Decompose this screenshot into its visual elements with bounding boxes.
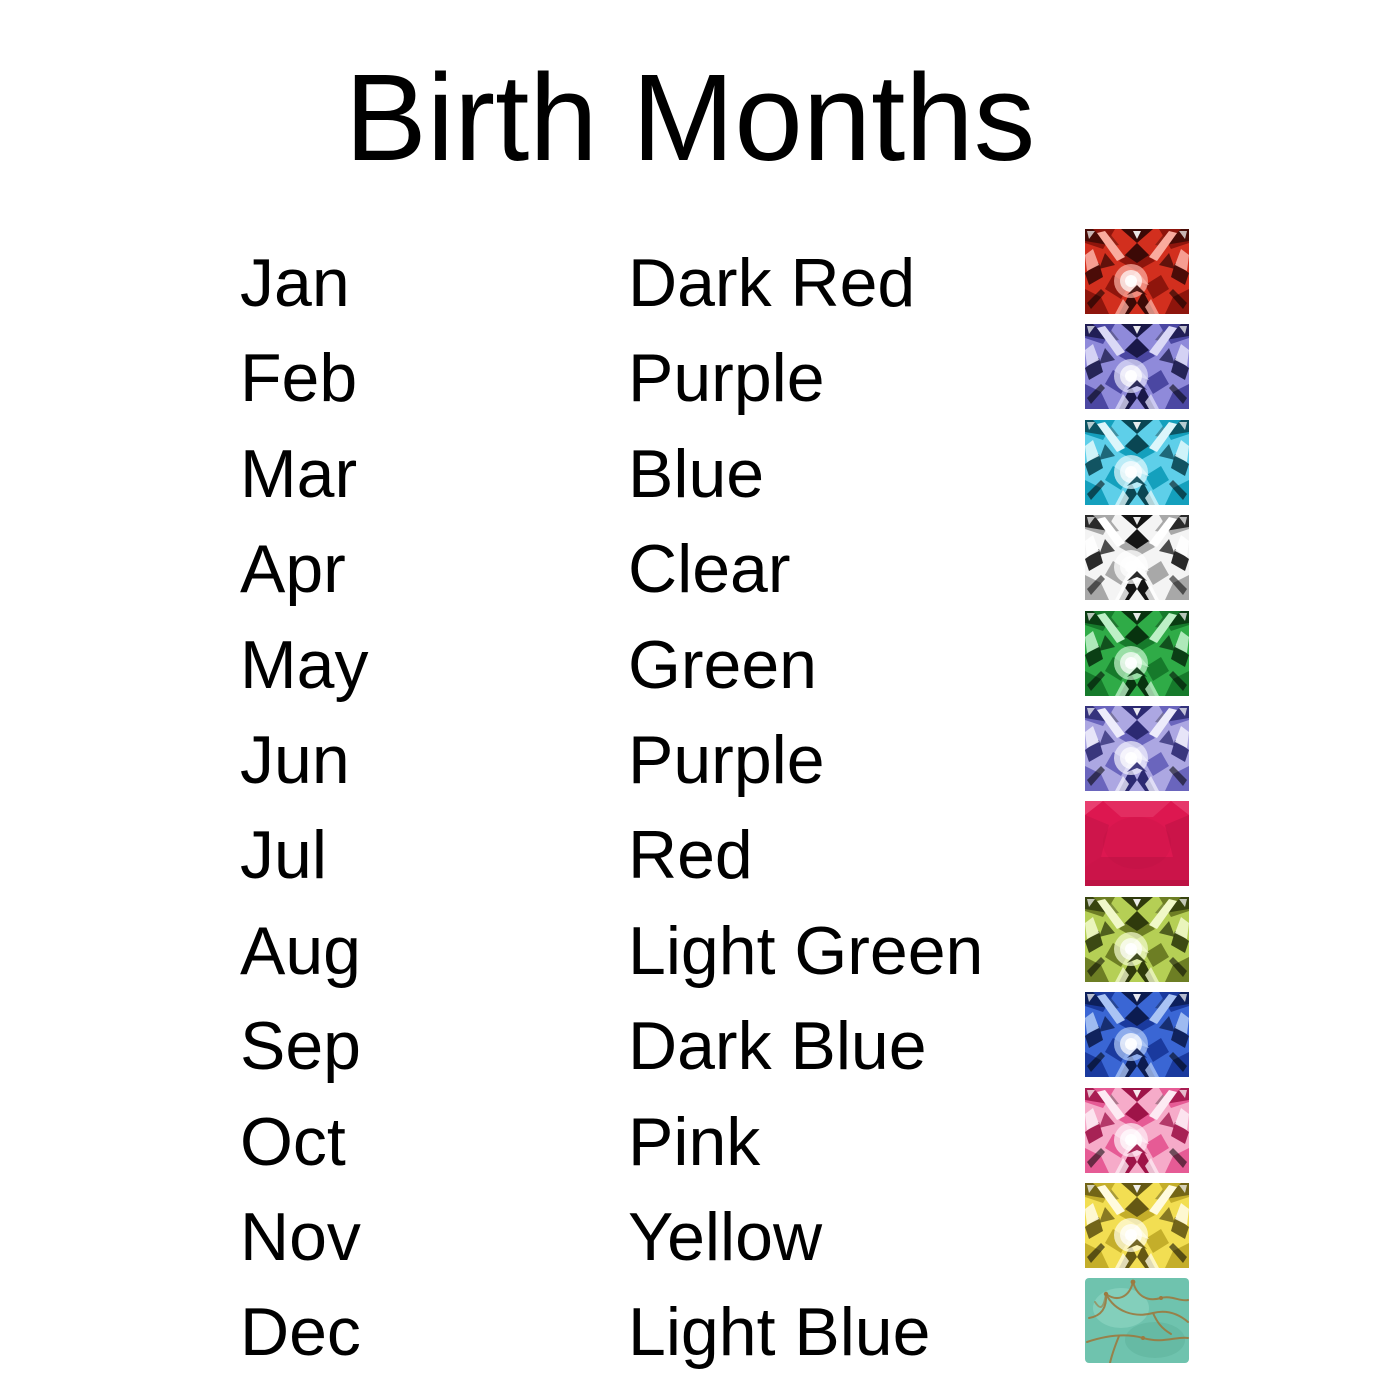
month-label: Jul — [240, 817, 327, 894]
color-name-label: Green — [628, 626, 817, 703]
birthstone-row — [0, 897, 1400, 992]
gem-crystal-graphic — [1085, 515, 1189, 600]
month-label: Dec — [240, 1294, 361, 1371]
gem-image — [1085, 1088, 1189, 1173]
gem-image — [1085, 611, 1189, 696]
birthstone-row — [0, 1088, 1400, 1183]
color-name-label: Light Green — [628, 912, 984, 989]
gem-image — [1085, 992, 1189, 1077]
gem-crystal-graphic — [1085, 706, 1189, 791]
color-name-label: Light Blue — [628, 1294, 931, 1371]
birthstone-row — [0, 515, 1400, 610]
gem-crystal-graphic — [1085, 324, 1189, 409]
month-label: Jun — [240, 721, 350, 798]
birthstone-row — [0, 611, 1400, 706]
gem-image — [1085, 324, 1189, 409]
page-title: Birth Months — [344, 50, 1036, 187]
month-label: Nov — [240, 1198, 361, 1275]
gem-image — [1085, 1278, 1189, 1363]
month-label: May — [240, 626, 369, 703]
color-name-label: Dark Red — [628, 245, 916, 321]
color-name-label: Pink — [628, 1103, 761, 1180]
birthstone-row — [0, 420, 1400, 515]
gem-image — [1085, 515, 1189, 600]
month-label: Aug — [240, 912, 361, 989]
month-label: Sep — [240, 1008, 361, 1085]
color-name-label: Red — [628, 817, 753, 894]
gem-crystal-graphic — [1085, 420, 1189, 505]
birthstone-row — [0, 1183, 1400, 1278]
birthstone-row — [0, 1278, 1400, 1373]
gem-crystal-graphic — [1085, 1278, 1189, 1363]
color-name-label: Clear — [628, 531, 791, 608]
birthstone-row — [0, 992, 1400, 1087]
month-label: Oct — [240, 1103, 346, 1180]
gem-image — [1085, 897, 1189, 982]
gem-image — [1085, 801, 1189, 886]
birthstone-row — [0, 229, 1400, 324]
gem-crystal-graphic — [1085, 897, 1189, 982]
color-name-label: Yellow — [628, 1198, 823, 1275]
gem-crystal-graphic — [1085, 992, 1189, 1077]
color-name-label: Purple — [628, 721, 825, 798]
color-name-label: Dark Blue — [628, 1008, 927, 1085]
gem-crystal-graphic — [1085, 1088, 1189, 1173]
gem-crystal-graphic — [1085, 611, 1189, 696]
month-label: Apr — [240, 531, 346, 608]
month-label: Jan — [240, 245, 350, 321]
gem-image — [1085, 706, 1189, 791]
color-name-label: Blue — [628, 435, 765, 512]
gem-image — [1085, 229, 1189, 314]
birthstone-row — [0, 324, 1400, 419]
color-name-label: Purple — [628, 340, 825, 417]
birthstone-row — [0, 801, 1400, 896]
month-label: Mar — [240, 435, 358, 512]
gem-crystal-graphic — [1085, 229, 1189, 314]
birthstone-row — [0, 706, 1400, 801]
month-label: Feb — [240, 340, 358, 417]
birthstone-list — [0, 229, 1400, 1374]
gem-crystal-graphic — [1085, 801, 1189, 886]
gem-image — [1085, 1183, 1189, 1268]
gem-image — [1085, 420, 1189, 505]
gem-crystal-graphic — [1085, 1183, 1189, 1268]
